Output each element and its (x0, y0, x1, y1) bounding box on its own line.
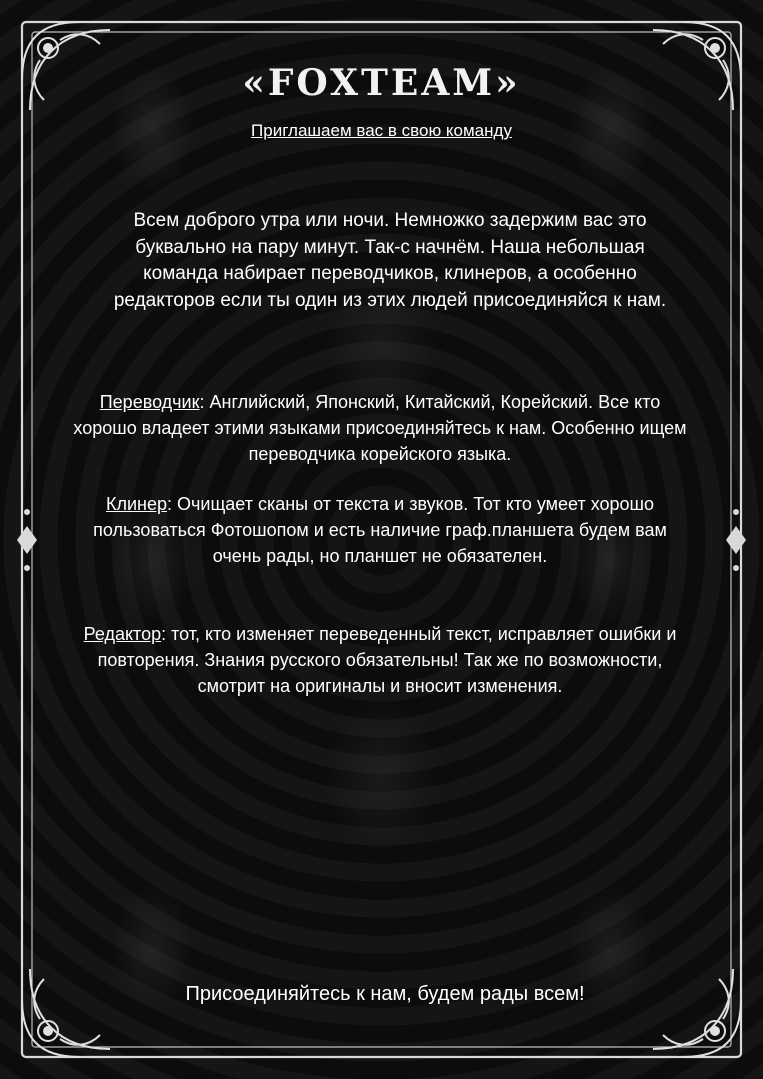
side-ornament-right (726, 509, 746, 571)
role-translator (70, 389, 690, 467)
role-term-editor: Редактор (83, 624, 162, 644)
role-cleaner (70, 491, 690, 569)
role-description-editor: : тот, кто изменяет переведенный текст, исправляет ошибки и повторения. Знания русского обязательны! Так же по возможности, смотрит на оригиналы и вносит изменения. (97, 624, 677, 696)
page-subtitle: Приглашаем вас в свою команду (251, 121, 512, 140)
page-title: «FOXTEAM» (242, 62, 521, 104)
role-term-translator: Переводчик (99, 392, 200, 412)
role-editor (70, 621, 690, 699)
intro-paragraph: Всем доброго утра или ночи. Немножко задержим вас это буквально на пару минут. Так-с начнём. Наша небольшая команда набирает переводчиков, клинеров, а особенно редакторов если ты один из этих людей присоединяйся к нам. (113, 210, 667, 311)
role-term-cleaner: Клинер (106, 494, 168, 514)
role-description-translator: : Английский, Японский, Китайский, Корейский. Все кто хорошо владеет этими языками присоединяйтесь к нам. Особенно ищем переводчика корейского языка. (73, 392, 687, 464)
side-ornament-left (17, 509, 37, 571)
footer-call-to-action: Присоединяйтесь к нам, будем рады всем! (185, 983, 585, 1005)
role-description-cleaner: : Очищает сканы от текста и звуков. Тот кто умеет хорошо пользоваться Фотошопом и есть наличие граф.планшета будем вам очень рады, но планшет не обязателен. (93, 494, 667, 566)
